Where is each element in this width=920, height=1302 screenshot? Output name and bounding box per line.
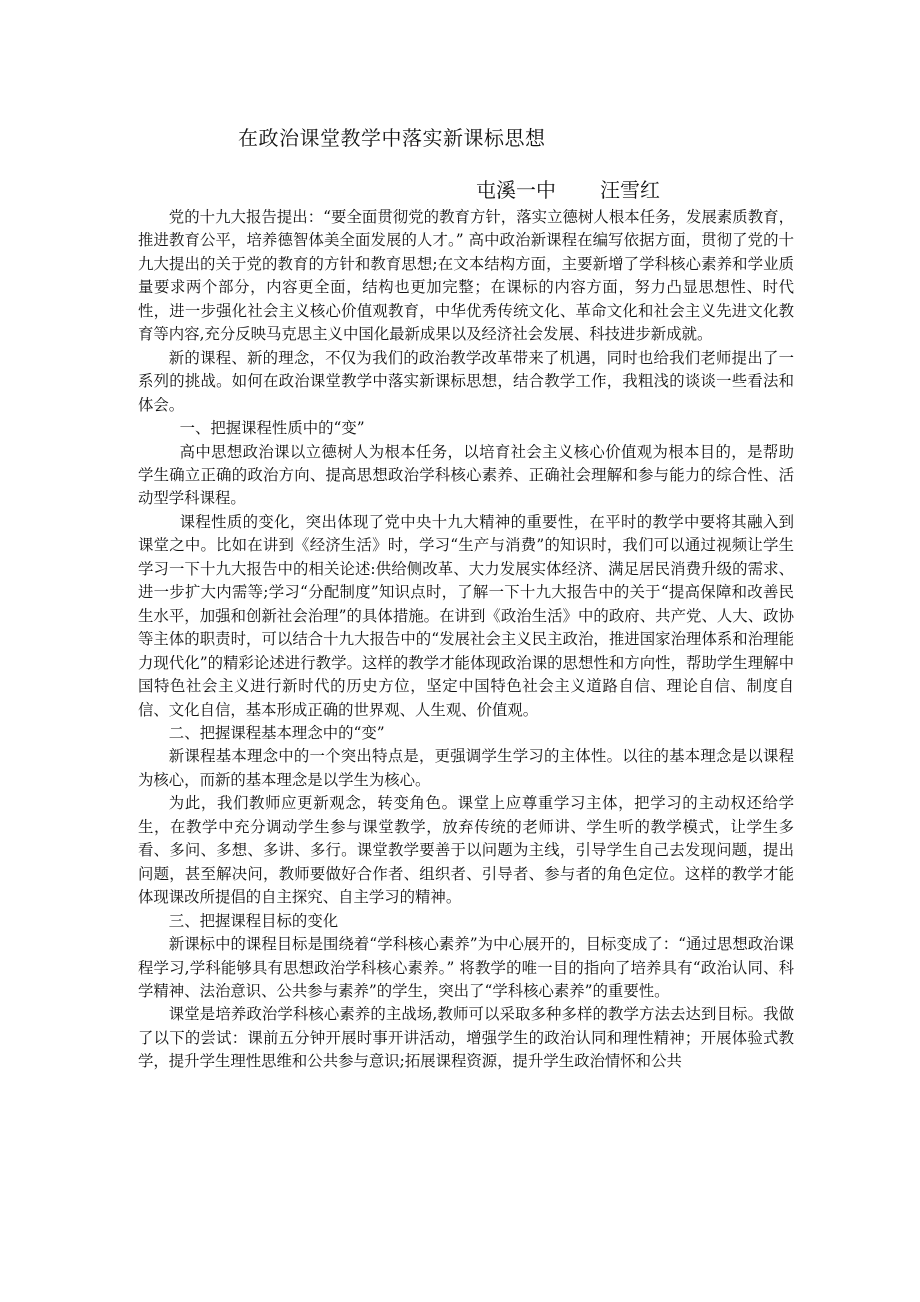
section-heading-3: 三、把握课程目标的变化 bbox=[168, 911, 339, 930]
paragraph: 新课程基本理念中的一个突出特点是，更强调学生学习的主体性。以往的基本理念是以课程为核心，而新的基本理念是以学生为核心。 bbox=[138, 747, 794, 789]
paragraph-challenge: 新的课程、新的理念，不仅为我们的政治教学改革带来了机遇，同时也给我们老师提出了一系列的挑战。如何在政治课堂教学中落实新课标思想，结合教学工作，我粗浅的谈谈一些看法和体会。 bbox=[138, 348, 794, 414]
document-title: 在政治课堂教学中落实新课标思想 bbox=[238, 126, 546, 150]
section-heading-1: 一、把握课程性质中的“变” bbox=[179, 419, 365, 438]
paragraph: 高中思想政治课以立德树人为根本任务，以培育社会主义核心价值观为根本目的，是帮助学生确立正确的政治方向、提高思想政治学科核心素养、正确社会理解和参与能力的综合性、活动型学科课程。 bbox=[138, 442, 794, 508]
paragraph: 为此，我们教师应更新观念，转变角色。课堂上应尊重学习主体，把学习的主动权还给学生，在教学中充分调动学生参与课堂教学，放弃传统的老师讲、学生听的教学模式，让学生多看、多问、多想、多讲、多行。课堂教学要善于以问题为主线，引导学生自己去发现问题，提出问题，甚至解决问，教师要做好合作者、组织者、引导者、参与者的角色定位。这样的教学才能体现课改所提倡的自主探究、自主学习的精神。 bbox=[138, 794, 794, 907]
paragraph: 课程性质的变化，突出体现了党中央十九大精神的重要性，在平时的教学中要将其融入到课堂之中。比如在讲到《经济生活》时，学习“生产与消费”的知识时，我们可以通过视频让学生学习一下十九大报告中的相关论述:供给侧改革、大力发展实体经济、满足居民消费升级的需求、进一步扩大内需等;学习“分配制度”知识点时，了解一下十九大报告中的关于“提高保障和改善民生水平，加强和创新社会治理”的具体措施。在讲到《政治生活》中的政府、共产党、人大、政协等主体的职责时，可以结合十九大报告中的“发展社会主义民主政治，推进国家治理体系和治理能力现代化”的精彩论述进行教学。这样的教学才能体现政治课的思想性和方向性，帮助学生理解中国特色社会主义进行新时代的历史方位，坚定中国特色社会主义道路自信、理论自信、制度自信、文化自信，基本形成正确的世界观、人生观、价值观。 bbox=[138, 512, 794, 719]
author-name: 汪雪红 bbox=[600, 178, 660, 202]
paragraph: 课堂是培养政治学科核心素养的主战场,教师可以采取多种多样的教学方法去达到目标。我做了以下的尝试：课前五分钟开展时事开讲活动，增强学生的政治认同和理性精神；开展体验式教学，提升学生理性思维和公共参与意识;拓展课程资源，提升学生政治情怀和公共 bbox=[138, 1005, 794, 1071]
byline bbox=[476, 174, 660, 203]
school-name: 屯溪一中 bbox=[476, 178, 556, 202]
paragraph-intro: 党的十九大报告提出：“要全面贯彻党的教育方针，落实立德树人根本任务，发展素质教育，推进教育公平，培养德智体美全面发展的人才。” 高中政治新课程在编写依据方面，贯彻了党的十九大提出的关于党的教育的方针和教育思想;在文本结构方面，主要新增了学科核心素养和学业质量要求两个部分，内容更全面，结构也更加完整；在课标的内容方面，努力凸显思想性、时代性，进一步强化社会主义核心价值观教育，中华优秀传统文化、革命文化和社会主义先进文化教育等内容,充分反映马克思主义中国化最新成果以及经济社会发展、科技进步新成就。 bbox=[138, 208, 794, 344]
paragraph: 新课标中的课程目标是围绕着“学科核心素养”为中心展开的，目标变成了：“通过思想政治课程学习,学科能够具有思想政治学科核心素养。” 将教学的唯一目的指向了培养具有“政治认同、科学精神、法治意识、公共参与素养”的学生，突出了“学科核心素养”的重要性。 bbox=[138, 935, 794, 1000]
document-body bbox=[138, 206, 794, 1074]
section-heading-2: 二、把握课程基本理念中的“变” bbox=[168, 723, 385, 742]
